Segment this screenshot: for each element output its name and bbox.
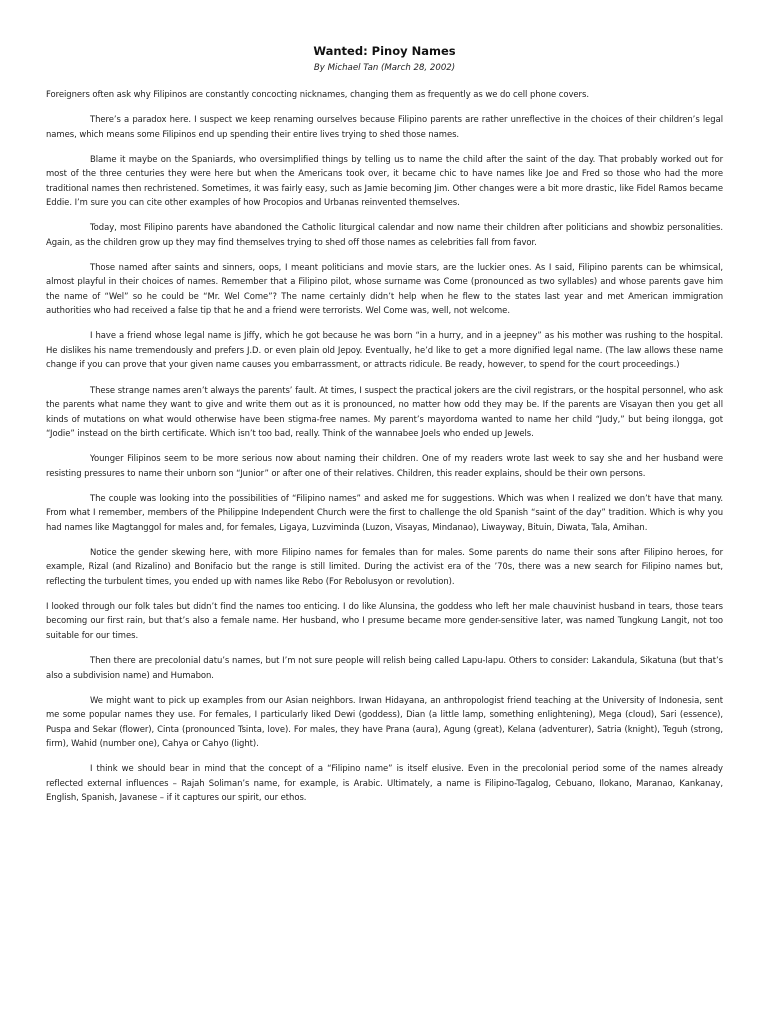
article-paragraph: There’s a paradox here. I suspect we keep renaming ourselves because Filipino parents are rather unreflective in the choices of their children’s legal names, which means some Filipinos end up spending their entire lives trying to shed those names. <box>46 114 723 139</box>
article-paragraph: I looked through our folk tales but didn’t find the names too enticing. I do like Alunsina, the goddess who left her male chauvinist husband in tears, those tears becoming our first rain, but that’s also a female name. Her husband, who I presume became more gender-sensitive later, was named Tungkung Langit, not too suitable for our times. <box>46 600 723 640</box>
article-title: Wanted: Pinoy Names <box>313 44 456 58</box>
article-paragraph: Today, most Filipino parents have abandoned the Catholic liturgical calendar and now name their children after politicians and showbiz personalities. Again, as the children grow up they may find themselves trying to shed off those names as celebrities fall from favor. <box>46 222 723 247</box>
article-paragraph: Blame it maybe on the Spaniards, who oversimplified things by telling us to name the child after the saint of the day. That probably worked out for most of the three centuries they were here but when the Americans took over, it became chic to have names like Joe and Fred so those who had the more traditional names then rechristened. Sometimes, it was fairly easy, such as Jamie becoming Jim. Other changes were a bit more drastic, like Fidel Ramos became Eddie. I’m sure you can cite other examples of how Procopios and Urbanas reinvented themselves. <box>46 153 723 208</box>
article-paragraph: Those named after saints and sinners, oops, I meant politicians and movie stars, are the luckier ones. As I said, Filipino parents can be whimsical, almost playful in their choices of names. Remember that a Filipino pilot, whose surname was Come (pronounced as two syllables) and whose parents gave him the name of “Wel” so he could be “Mr. Wel Come”? The name certainly didn’t help when he flew to the states last year and met American immigration authorities who had received a false tip that he and a friend were terrorists. Wel Come was, well, not welcome. <box>46 261 723 316</box>
article-paragraph: These strange names aren’t always the parents’ fault. At times, I suspect the practical jokers are the civil registrars, or the hospital personnel, who ask the parents what name they want to give and write them out as it is pronounced, no matter how odd they may be. If the parents are Visayan then you get all kinds of mutations on what would otherwise have been stigma-free names. My parent’s mayordoma wanted to name her child “Judy,” but being ilongga, got “Jodie” instead on the birth certificate. Which isn’t too bad, really. Think of the wannabee Joels who ended up Jewels. <box>46 384 723 439</box>
article-paragraph: Then there are precolonial datu’s names, but I’m not sure people will relish being called Lapu-lapu. Others to consider: Lakandula, Sikatuna (but that’s also a subdivision name) and Humabon. <box>46 655 723 680</box>
article-paragraph: Notice the gender skewing here, with more Filipino names for females than for males. Some parents do name their sons after Filipino heroes, for example, Rizal (and Rizalino) and Bonifacio but the range is still limited. During the activist era of the ’70s, there was a new search for Filipino names but, reflecting the turbulent times, you ended up with names like Rebo (For Rebolusyon or revolution). <box>46 546 723 586</box>
article-paragraph: Younger Filipinos seem to be more serious now about naming their children. One of my readers wrote last week to say she and her husband were resisting pressures to name their unborn son “Junior” or after one of their relatives. Children, this reader explains, should be their own persons. <box>46 453 723 478</box>
article-body <box>46 87 723 805</box>
article-paragraph: We might want to pick up examples from our Asian neighbors. Irwan Hidayana, an anthropologist friend teaching at the University of Indonesia, sent me some popular names they use. For females, I particularly liked Dewi (goddess), Dian (a little lamp, something enlightening), Mega (cloud), Sari (essence), Puspa and Sekar (flower), Cinta (pronounced Tsinta, love). For males, they have Prana (aura), Agung (great), Kelana (adventurer), Satria (knight), Teguh (strong, firm), Wahid (number one), Cahya or Cahyo (light). <box>46 694 723 749</box>
article-paragraph: Foreigners often ask why Filipinos are constantly concocting nicknames, changing them as frequently as we do cell phone covers. <box>46 89 589 99</box>
article-paragraph: The couple was looking into the possibilities of “Filipino names” and asked me for suggestions. Which was when I realized we don’t have that many. From what I remember, members of the Philippine Independent Church were the first to challenge the old Spanish “saint of the day” tradition. Which is why you had names like Magtanggol for males and, for females, Ligaya, Luzviminda (Luzon, Visayas, Mindanao), Liwayway, Bituin, Diwata, Tala, Amihan. <box>46 492 723 532</box>
article-paragraph: I think we should bear in mind that the concept of a “Filipino name” is itself elusive. Even in the precolonial period some of the names already reflected external influences – Rajah Soliman’s name, for example, is Arabic. Ultimately, a name is Filipino-Tagalog, Cebuano, Ilokano, Maranao, Kankanay, English, Spanish, Javanese – if it captures our spirit, our ethos. <box>46 763 723 803</box>
article-byline: By Michael Tan (March 28, 2002) <box>313 63 456 73</box>
article-paragraph: I have a friend whose legal name is Jiffy, which he got because he was born “in a hurry, and in a jeepney” as his mother was rushing to the hospital. He dislikes his name tremendously and prefers J.D. or even plain old Jepoy. Eventually, he’d like to get a more dignified legal name. (The law allows these name change if you can prove that your given name causes you embarrassment, or attracts ridicule. Be ready, however, to spend for the court proceedings.) <box>46 330 723 370</box>
